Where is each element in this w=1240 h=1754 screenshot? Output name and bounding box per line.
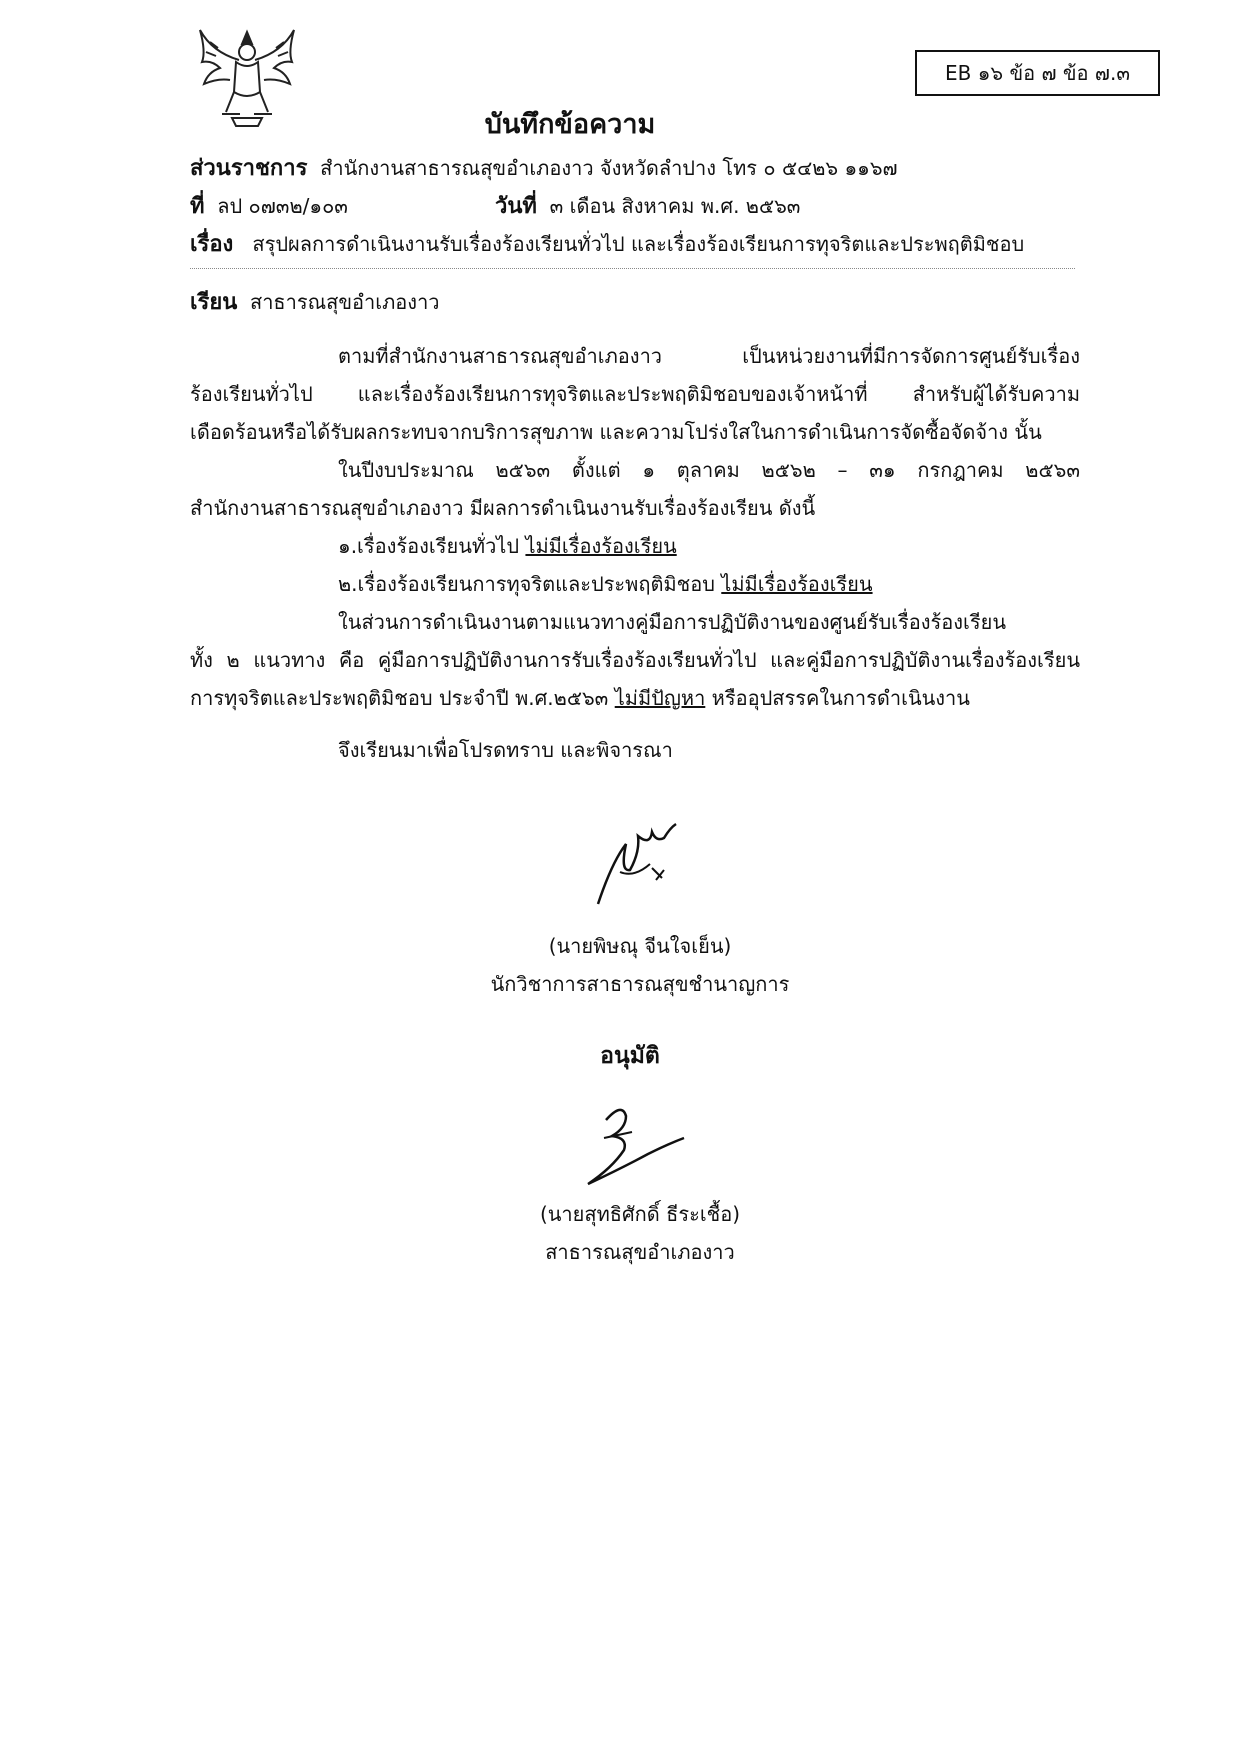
body-p1-line3: เดือดร้อนหรือได้รับผลกระทบจากบริการสุขภาพ และความโปร่งใสในการดำเนินการจัดซื้อจัดจ้าง นั้น (190, 420, 1042, 444)
item2-text: ๒.เรื่องร้องเรียนการทุจริตและประพฤติมิชอบ (338, 572, 715, 596)
item1-result: ไม่มีเรื่องร้องเรียน (525, 534, 677, 558)
document-title: บันทึกข้อความ (484, 109, 656, 140)
body-p2-line1: ในปีงบประมาณ ๒๕๖๓ ตั้งแต่ ๑ ตุลาคม ๒๕๖๒ – ๓๑ กรกฎาคม ๒๕๖๓ (338, 458, 1080, 482)
body-p3-line3 (190, 682, 970, 714)
header-date-row (495, 188, 800, 223)
body-item-1 (338, 530, 677, 562)
signer2-position: สาธารณสุขอำเภองาว (545, 1240, 735, 1264)
body-p1-line1: ตามที่สำนักงานสาธารณสุขอำเภองาว เป็นหน่วยงานที่มีการจัดการศูนย์รับเรื่อง (338, 344, 1080, 368)
item1-text: ๑.เรื่องร้องเรียนทั่วไป (338, 534, 520, 558)
salutation-label: เรียน (190, 290, 238, 315)
signer1-position: นักวิชาการสาธารณสุขชำนาญการ (490, 972, 790, 996)
body-item-2 (338, 568, 873, 600)
p3-line3-a: การทุจริตและประพฤติมิชอบ ประจำปี พ.ศ.๒๕๖๓ (190, 686, 609, 710)
header-subject-row (190, 226, 1024, 261)
agency-label: ส่วนราชการ (190, 156, 308, 181)
date-label: วันที่ (495, 194, 537, 219)
body-p3-line2: ทั้ง ๒ แนวทาง คือ คู่มือการปฏิบัติงานการรับเรื่องร้องเรียนทั่วไป และคู่มือการปฏิบัติงานเรื่องร้องเรียน (190, 648, 1080, 672)
body-p1-line2: ร้องเรียนทั่วไป และเรื่องร้องเรียนการทุจริตและประพฤติมิชอบของเจ้าหน้าที่ สำหรับผู้ได้รับความ (190, 382, 1080, 406)
header-divider (190, 268, 1075, 269)
salutation (190, 284, 440, 319)
p3-line3-underlined: ไม่มีปัญหา (614, 686, 706, 710)
signature-1-icon (590, 822, 700, 912)
closing-line: จึงเรียนมาเพื่อโปรดทราบ และพิจารณา (338, 738, 673, 762)
body-p3-line1: ในส่วนการดำเนินงานตามแนวทางคู่มือการปฏิบัติงานของศูนย์รับเรื่องร้องเรียน (338, 610, 1007, 634)
header-number-row (190, 188, 348, 223)
signature-2-icon (582, 1098, 692, 1190)
salutation-value: สาธารณสุขอำเภองาว (249, 290, 440, 314)
p3-line3-b: หรืออุปสรรคในการดำเนินงาน (711, 686, 970, 710)
reference-box: EB ๑๖ ข้อ ๗ ข้อ ๗.๓ (915, 50, 1160, 96)
number-value: ลป ๐๗๓๒/๑๐๓ (217, 194, 348, 218)
subject-label: เรื่อง (190, 232, 234, 257)
header-agency-row (190, 150, 898, 185)
item2-result: ไม่มีเรื่องร้องเรียน (721, 572, 873, 596)
number-label: ที่ (190, 194, 205, 219)
agency-value: สำนักงานสาธารณสุขอำเภองาว จังหวัดลำปาง โทร ๐ ๕๔๒๖ ๑๑๖๗ (320, 156, 898, 180)
signer1-name: (นายพิษณุ จีนใจเย็น) (548, 934, 732, 958)
date-value: ๓ เดือน สิงหาคม พ.ศ. ๒๕๖๓ (549, 194, 801, 218)
subject-value: สรุปผลการดำเนินงานรับเรื่องร้องเรียนทั่วไป และเรื่องร้องเรียนการทุจริตและประพฤติมิชอบ (252, 232, 1025, 256)
body-p2-line2: สำนักงานสาธารณสุขอำเภองาว มีผลการดำเนินงานรับเรื่องร้องเรียน ดังนี้ (190, 496, 816, 520)
approval-label: อนุมัติ (600, 1043, 660, 1069)
signer2-name: (นายสุทธิศักดิ์ ธีระเชื้อ) (539, 1202, 741, 1226)
